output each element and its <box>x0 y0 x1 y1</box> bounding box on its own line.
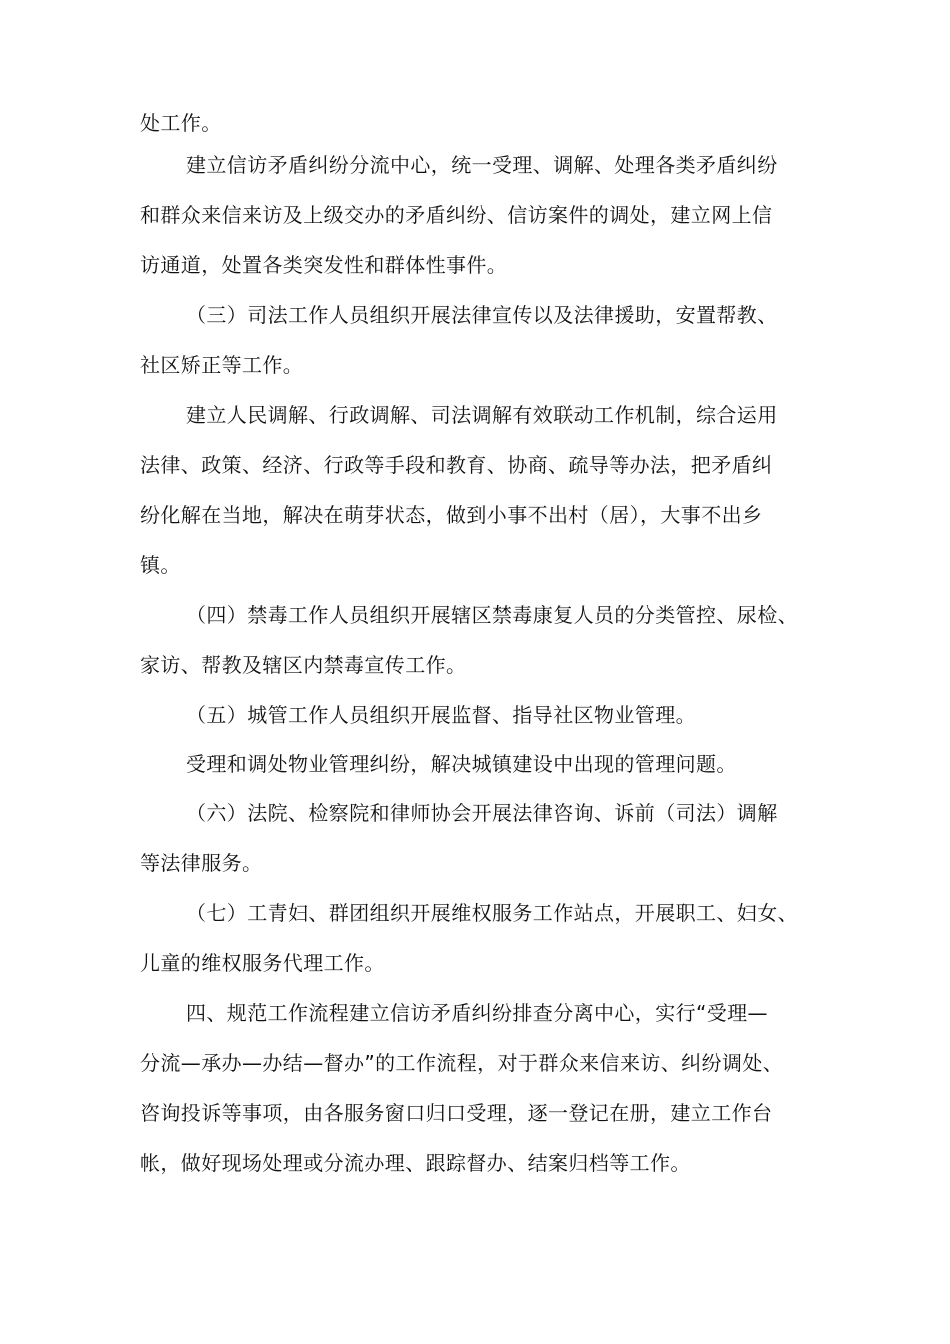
text-line-3: 和群众来信来访及上级交办的矛盾纠纷、信访案件的调处，建立网上信 <box>140 203 773 227</box>
text-line-19: 四、规范工作流程建立信访矛盾纠纷排查分离中心，实行“受理— <box>186 1001 768 1025</box>
text-line-15: （六）法院、检察院和律师协会开展法律咨询、诉前（司法）调解 <box>186 801 778 825</box>
text-line-4: 访通道，处置各类突发性和群体性事件。 <box>140 253 508 277</box>
text-line-1: 处工作。 <box>140 111 222 135</box>
text-line-21: 咨询投诉等事项，由各服务窗口归口受理，逐一登记在册，建立工作台 <box>140 1101 773 1125</box>
text-line-18: 儿童的维权服务代理工作。 <box>140 951 385 975</box>
text-line-20: 分流—承办—办结—督办”的工作流程，对于群众来信来访、纠纷调处、 <box>140 1051 784 1075</box>
text-line-12: 家访、帮教及辖区内禁毒宣传工作。 <box>140 653 467 677</box>
text-line-7: 建立人民调解、行政调解、司法调解有效联动工作机制，综合运用 <box>186 403 778 427</box>
text-line-17: （七）工青妇、群团组织开展维权服务工作站点，开展职工、妇女、 <box>186 901 798 925</box>
text-line-22: 帐，做好现场处理或分流办理、跟踪督办、结案归档等工作。 <box>140 1151 691 1175</box>
text-line-16: 等法律服务。 <box>140 851 263 875</box>
text-line-6: 社区矫正等工作。 <box>140 353 304 377</box>
text-line-14: 受理和调处物业管理纠纷，解决城镇建设中出现的管理问题。 <box>186 752 737 776</box>
text-line-8: 法律、政策、经济、行政等手段和教育、协商、疏导等办法，把矛盾纠 <box>140 453 773 477</box>
text-line-11: （四）禁毒工作人员组织开展辖区禁毒康复人员的分类管控、尿检、 <box>186 603 798 627</box>
text-line-9: 纷化解在当地，解决在萌芽状态，做到小事不出村（居），大事不出乡 <box>140 503 763 527</box>
text-line-5: （三）司法工作人员组织开展法律宣传以及法律援助，安置帮教、 <box>186 303 778 327</box>
text-line-13: （五）城管工作人员组织开展监督、指导社区物业管理。 <box>186 703 696 727</box>
text-line-10: 镇。 <box>140 553 181 577</box>
text-line-2: 建立信访矛盾纠纷分流中心，统一受理、调解、处理各类矛盾纠纷 <box>186 153 778 177</box>
